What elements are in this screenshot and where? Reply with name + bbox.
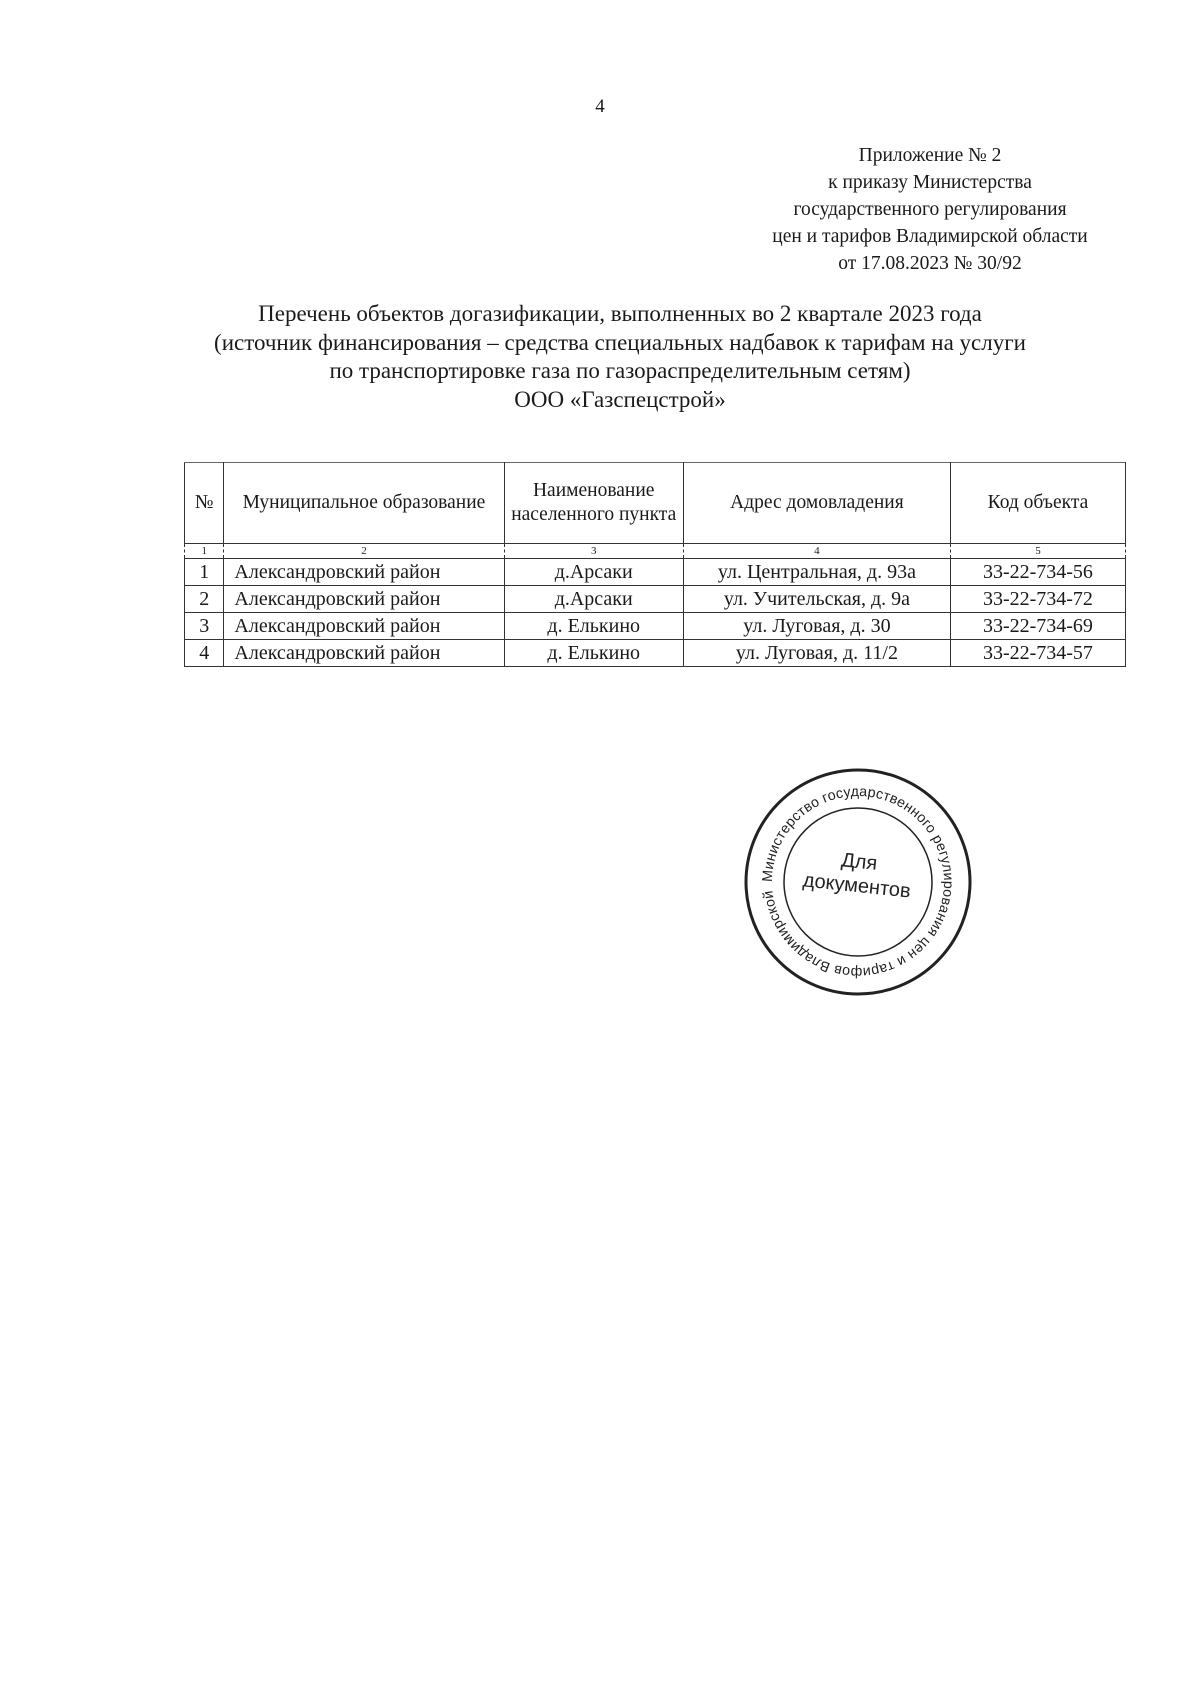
row-number: 1 [185, 559, 224, 586]
stamp-center-line: документов [801, 869, 912, 903]
row-object-code: 33-22-734-56 [950, 559, 1125, 586]
objects-table [184, 462, 1126, 667]
appendix-line: к приказу Министерства [828, 172, 1032, 193]
row-address: ул. Луговая, д. 11/2 [683, 640, 950, 667]
appendix-line: государственного регулирования [793, 199, 1067, 220]
header-number: № [185, 463, 224, 544]
row-object-code: 33-22-734-72 [950, 586, 1125, 613]
column-number: 5 [950, 544, 1125, 559]
row-address: ул. Луговая, д. 30 [683, 613, 950, 640]
column-number: 2 [224, 544, 504, 559]
row-settlement: д.Арсаки [504, 586, 683, 613]
appendix-line: цен и тарифов Владимирской области [772, 226, 1088, 247]
header-object-code: Код объекта [950, 463, 1125, 544]
row-municipality: Александровский район [224, 559, 504, 586]
row-number: 4 [185, 640, 224, 667]
appendix-line: от 17.08.2023 № 30/92 [838, 253, 1022, 274]
stamp-center-line: Для [840, 849, 879, 875]
row-settlement: д.Арсаки [504, 559, 683, 586]
page-number: 4 [595, 96, 605, 117]
table-header-row [185, 463, 1126, 544]
header-settlement: Наименование населенного пункта [504, 463, 683, 544]
row-municipality: Александровский район [224, 640, 504, 667]
row-municipality: Александровский район [224, 613, 504, 640]
row-address: ул. Учительская, д. 9а [683, 586, 950, 613]
column-number: 4 [683, 544, 950, 559]
official-stamp [742, 766, 974, 998]
table-row [185, 613, 1126, 640]
row-settlement: д. Елькино [504, 613, 683, 640]
table-row [185, 559, 1126, 586]
title-line: по транспортировке газа по газораспределительным сетям) [329, 358, 911, 383]
document-title [150, 300, 1090, 414]
table-row [185, 640, 1126, 667]
appendix-line: Приложение № 2 [858, 145, 1002, 166]
row-number: 2 [185, 586, 224, 613]
row-address: ул. Центральная, д. 93а [683, 559, 950, 586]
table-row [185, 586, 1126, 613]
title-line: Перечень объектов догазификации, выполненных во 2 квартале 2023 года [258, 301, 982, 326]
row-municipality: Александровский район [224, 586, 504, 613]
row-number: 3 [185, 613, 224, 640]
row-object-code: 33-22-734-69 [950, 613, 1125, 640]
column-numbering-row [185, 544, 1126, 559]
appendix-block [700, 142, 1160, 277]
header-address: Адрес домовладения [683, 463, 950, 544]
column-number: 3 [504, 544, 683, 559]
title-line: (источник финансирования – средства специальных надбавок к тарифам на услуги [214, 329, 1026, 355]
title-line: ООО «Газспецстрой» [514, 386, 726, 412]
row-settlement: д. Елькино [504, 640, 683, 667]
header-municipality: Муниципальное образование [224, 463, 504, 544]
row-object-code: 33-22-734-57 [950, 640, 1125, 667]
column-number: 1 [185, 544, 224, 559]
stamp-ring-textpath: Министерство государственного регулирования цен и тарифов Владимирской [759, 783, 957, 981]
